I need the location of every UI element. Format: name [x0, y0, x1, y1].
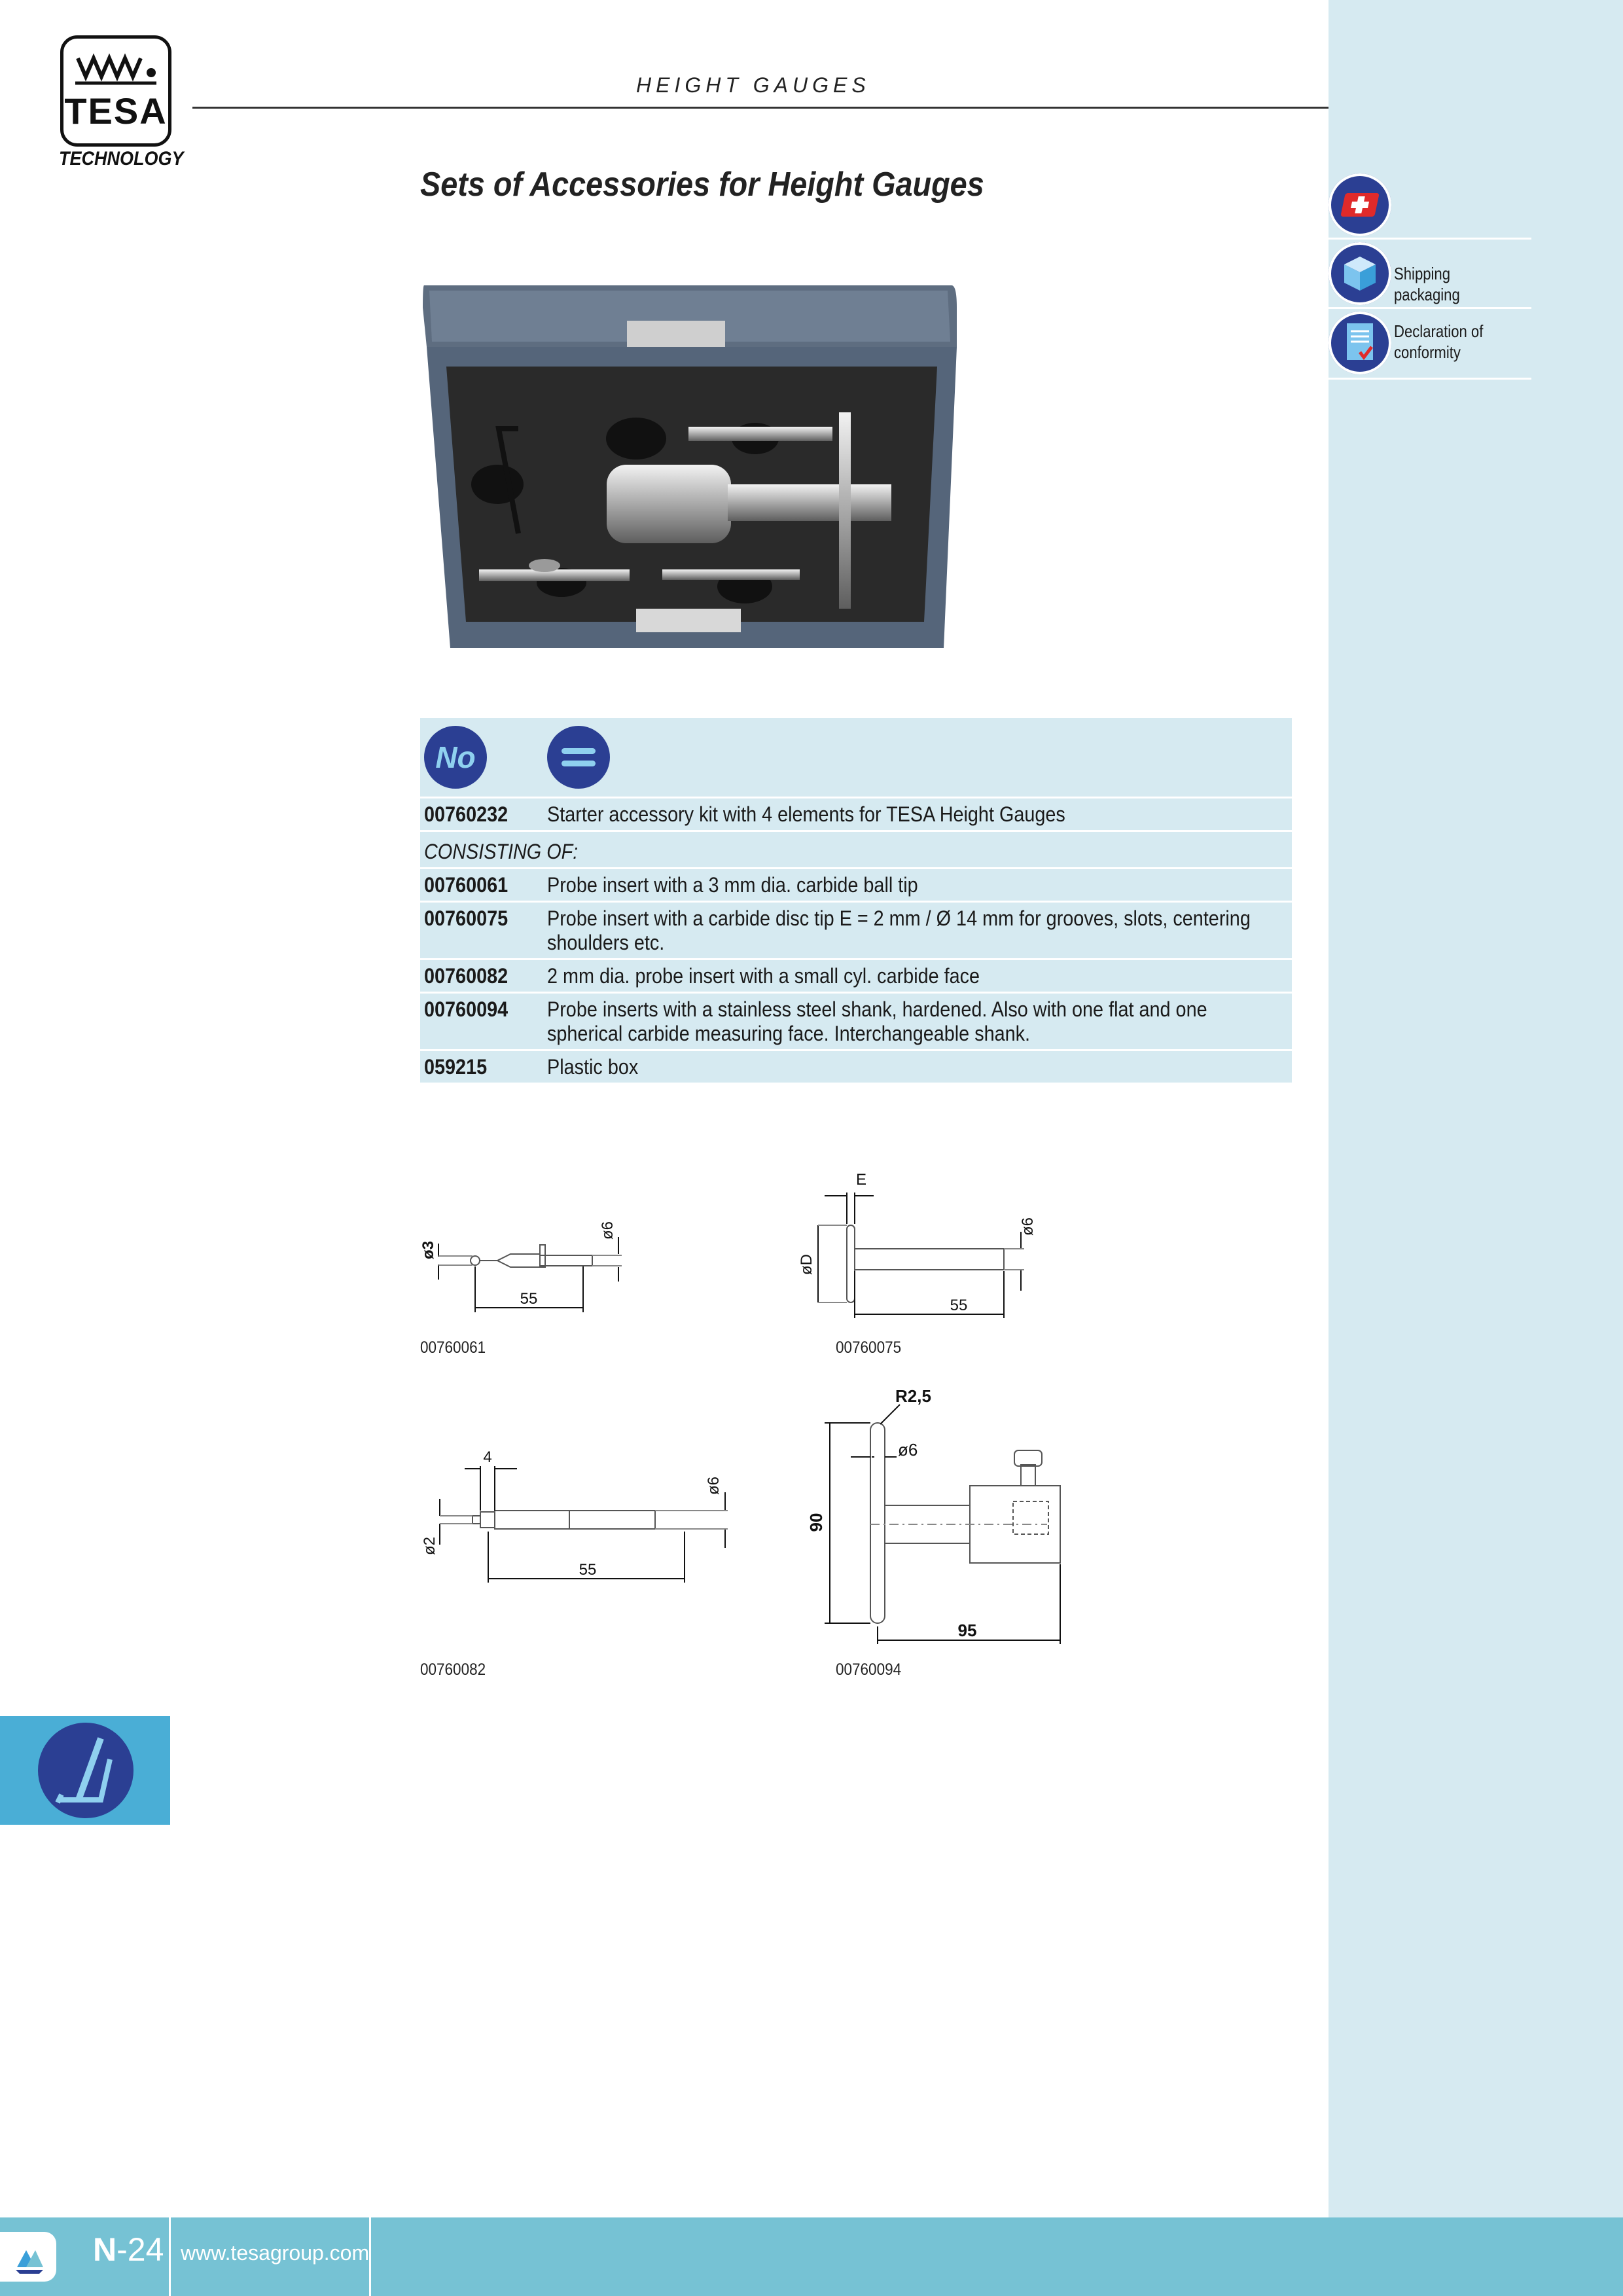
product-photo [420, 281, 970, 661]
height-label: 90 [806, 1513, 826, 1532]
footer-divider [169, 2217, 171, 2296]
drawing-caption: 00760075 [836, 1338, 902, 1357]
designation-icon [547, 726, 610, 789]
row-description: Probe insert with a 3 mm dia. carbide ball tip [547, 873, 918, 897]
sidebar-item-declaration [1329, 309, 1531, 380]
order-number: 00760094 [424, 997, 508, 1021]
table-row [420, 1051, 1292, 1085]
width-label: 4 [483, 1448, 492, 1466]
sidebar-item-swiss-made [1329, 172, 1531, 240]
header-divider [192, 107, 1329, 109]
number-icon-label: No [435, 740, 476, 774]
website-link[interactable]: www.tesagroup.com [181, 2241, 370, 2265]
drawing-caption: 00760094 [836, 1660, 902, 1679]
dia-tip-label: ø3 [419, 1240, 437, 1260]
row-description: Probe inserts with a stainless steel shank, hardened. Also with one flat and one spherical carbide measuring face. Interchangeable shank. [547, 997, 1207, 1045]
thickness-label: E [856, 1171, 867, 1189]
number-icon [424, 726, 487, 789]
footer-logo-icon [0, 2232, 56, 2282]
row-description: Probe insert with a carbide disc tip E = 2 mm / Ø 14 mm for grooves, slots, centering shoulders etc. [547, 906, 1251, 954]
order-number: 00760232 [424, 802, 508, 826]
section-title: HEIGHT GAUGES [636, 73, 870, 97]
length-label: 55 [579, 1561, 597, 1579]
footer-divider [369, 2217, 371, 2296]
drawing-00760094 [798, 1381, 1086, 1649]
page-title: Sets of Accessories for Height Gauges [420, 166, 984, 204]
table-row [420, 832, 1292, 869]
length-label: 95 [957, 1621, 977, 1640]
table-row [420, 994, 1292, 1051]
table-row [420, 903, 1292, 960]
radius-label: R2,5 [895, 1386, 931, 1406]
order-number: 00760061 [424, 873, 508, 897]
page-digits: -24 [116, 2231, 164, 2268]
tesa-triangles-icon [63, 44, 168, 90]
page-letter: N [93, 2231, 117, 2268]
order-table [420, 718, 1292, 1085]
height-gauge-icon [38, 1723, 134, 1818]
logo-brand-word: TESA [64, 90, 168, 132]
table-row [420, 869, 1292, 903]
row-description: 2 mm dia. probe insert with a small cyl. carbide face [547, 964, 980, 988]
logo-tagline: TECHNOLOGY [59, 148, 184, 170]
consisting-of-label: CONSISTING OF: [424, 840, 579, 863]
order-number: 059215 [424, 1055, 488, 1079]
dia-shank-label: ø6 [1019, 1217, 1037, 1236]
table-row [420, 960, 1292, 994]
conformity-document-icon [1329, 312, 1391, 374]
category-tab-height-gauges[interactable] [0, 1716, 170, 1825]
dia-shank-label: ø6 [599, 1221, 616, 1240]
length-label: 55 [520, 1290, 538, 1308]
drawing-caption: 00760082 [420, 1660, 486, 1679]
sidebar-item-label: Shipping packaging [1394, 264, 1460, 304]
sidebar-item-label: Declaration of conformity [1394, 321, 1484, 362]
drawing-00760075 [785, 1166, 1113, 1323]
table-header [420, 718, 1292, 798]
drawing-caption: 00760061 [420, 1338, 486, 1357]
row-description: Plastic box [547, 1055, 639, 1079]
drawing-00760061 [419, 1204, 641, 1322]
row-description: Starter accessory kit with 4 elements for TESA Height Gauges [547, 802, 1065, 826]
swiss-cross-icon [1329, 173, 1391, 236]
table-row [420, 798, 1292, 832]
shipping-box-icon [1329, 242, 1391, 305]
tesa-logo [60, 35, 171, 147]
order-number: 00760082 [424, 964, 508, 988]
dia-shank-label: ø6 [705, 1476, 722, 1496]
dia-disc-label: øD [798, 1254, 815, 1275]
order-number: 00760075 [424, 906, 508, 930]
length-label: 55 [950, 1297, 968, 1314]
page-number [93, 2231, 164, 2269]
drawing-00760082 [419, 1446, 746, 1590]
sidebar-item-shipping-packaging [1329, 240, 1531, 309]
dia-label: ø6 [898, 1440, 918, 1460]
dia-tip-label: ø2 [421, 1536, 438, 1556]
